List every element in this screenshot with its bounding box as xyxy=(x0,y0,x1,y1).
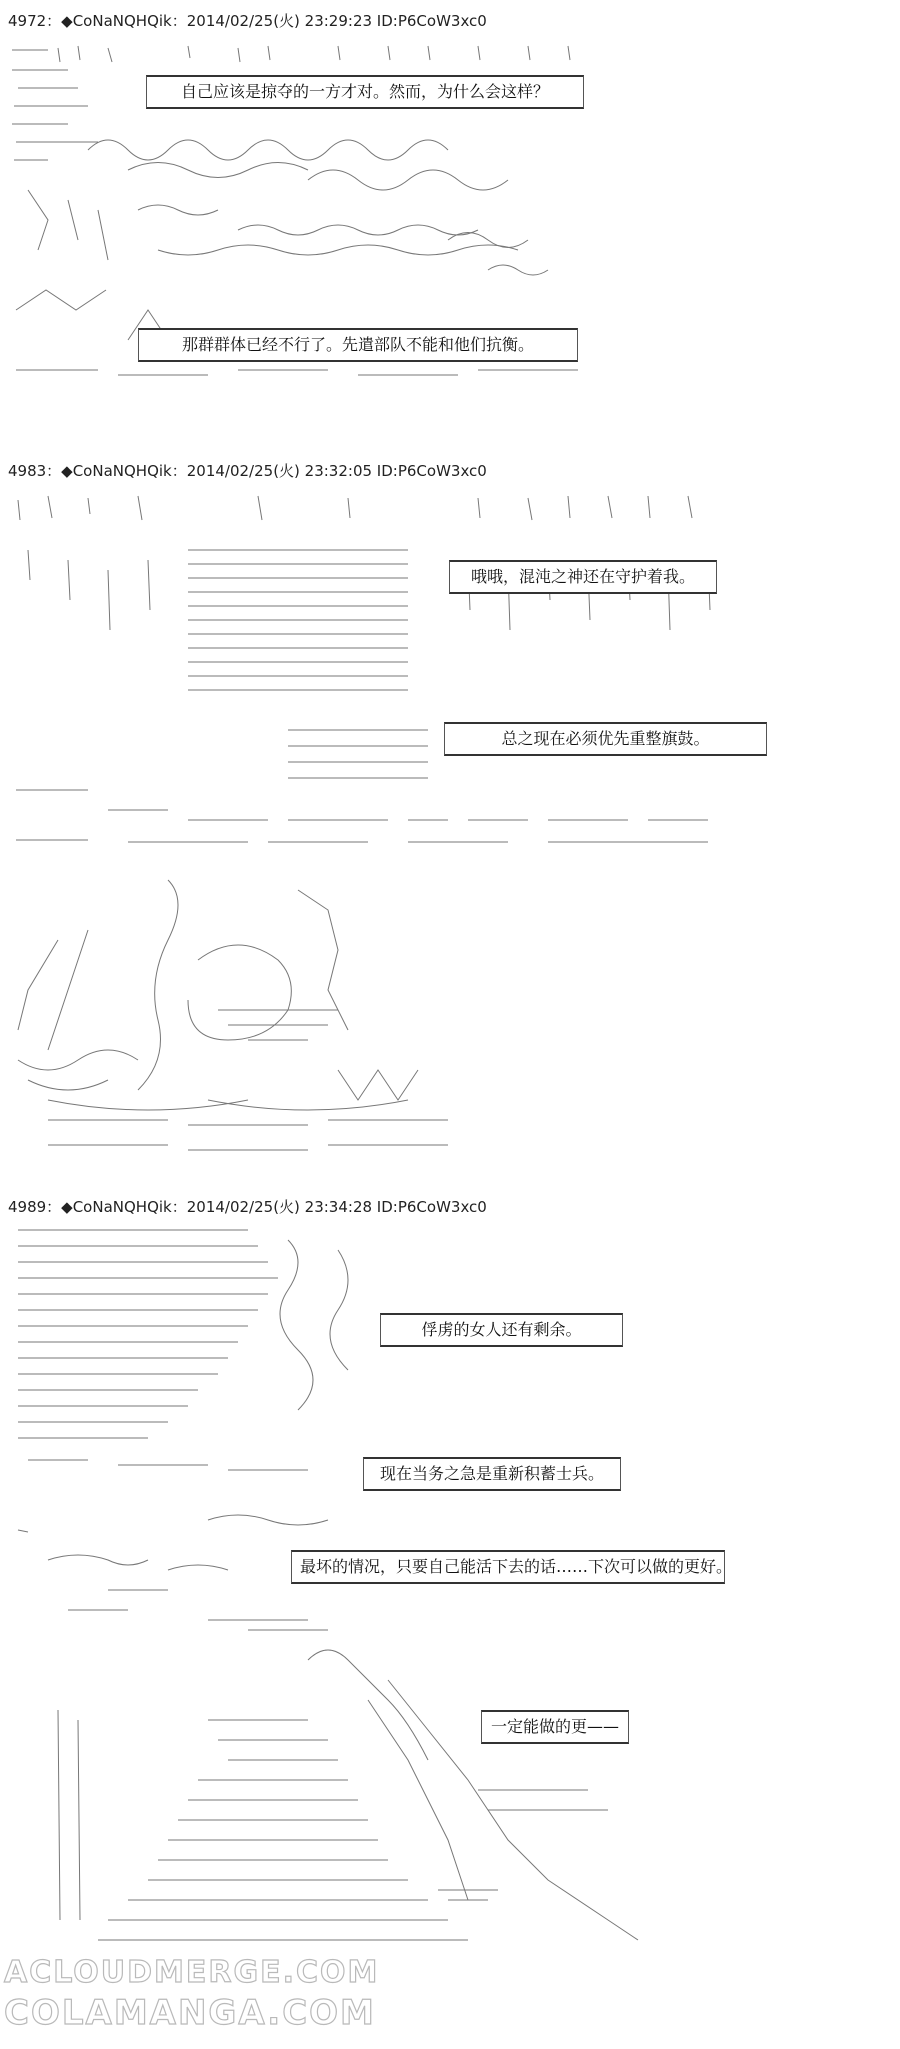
post-header-4972: 4972：◆CoNaNQHQik：2014/02/25(火) 23:29:23 ID:P6CoW3xc0 xyxy=(8,12,487,30)
speech-box-4983-1: 哦哦，混沌之神还在守护着我。 xyxy=(449,560,717,594)
watermark-colamanga: COLAMANGA.COM xyxy=(4,1993,376,2033)
speech-box-4989-1: 俘虏的女人还有剩余。 xyxy=(380,1313,623,1347)
ascii-art-scene-2 xyxy=(8,490,728,855)
speech-box-4989-4: 一定能做的更—— xyxy=(481,1710,629,1744)
speech-box-4972-2: 那群群体已经不行了。先遣部队不能和他们抗衡。 xyxy=(138,328,578,362)
post-header-4989: 4989：◆CoNaNQHQik：2014/02/25(火) 23:34:28 ID:P6CoW3xc0 xyxy=(8,1198,487,1216)
speech-box-4989-2: 现在当务之急是重新积蓄士兵。 xyxy=(363,1457,621,1491)
ascii-art-figure-1 xyxy=(8,870,458,1170)
ascii-art-figure-2 xyxy=(8,1640,648,1950)
ascii-art-scene-3 xyxy=(8,1220,388,1490)
speech-box-4989-3: 最坏的情况，只要自己能活下去的话……下次可以做的更好。 xyxy=(291,1550,725,1584)
speech-box-4983-2: 总之现在必须优先重整旗鼓。 xyxy=(444,722,767,756)
post-header-4983: 4983：◆CoNaNQHQik：2014/02/25(火) 23:32:05 ID:P6CoW3xc0 xyxy=(8,462,487,480)
speech-box-4972-1: 自己应该是掠夺的一方才对。然而，为什么会这样？ xyxy=(146,75,584,109)
watermark-acloudmerge: ACLOUDMERGE.COM xyxy=(4,1955,380,1990)
